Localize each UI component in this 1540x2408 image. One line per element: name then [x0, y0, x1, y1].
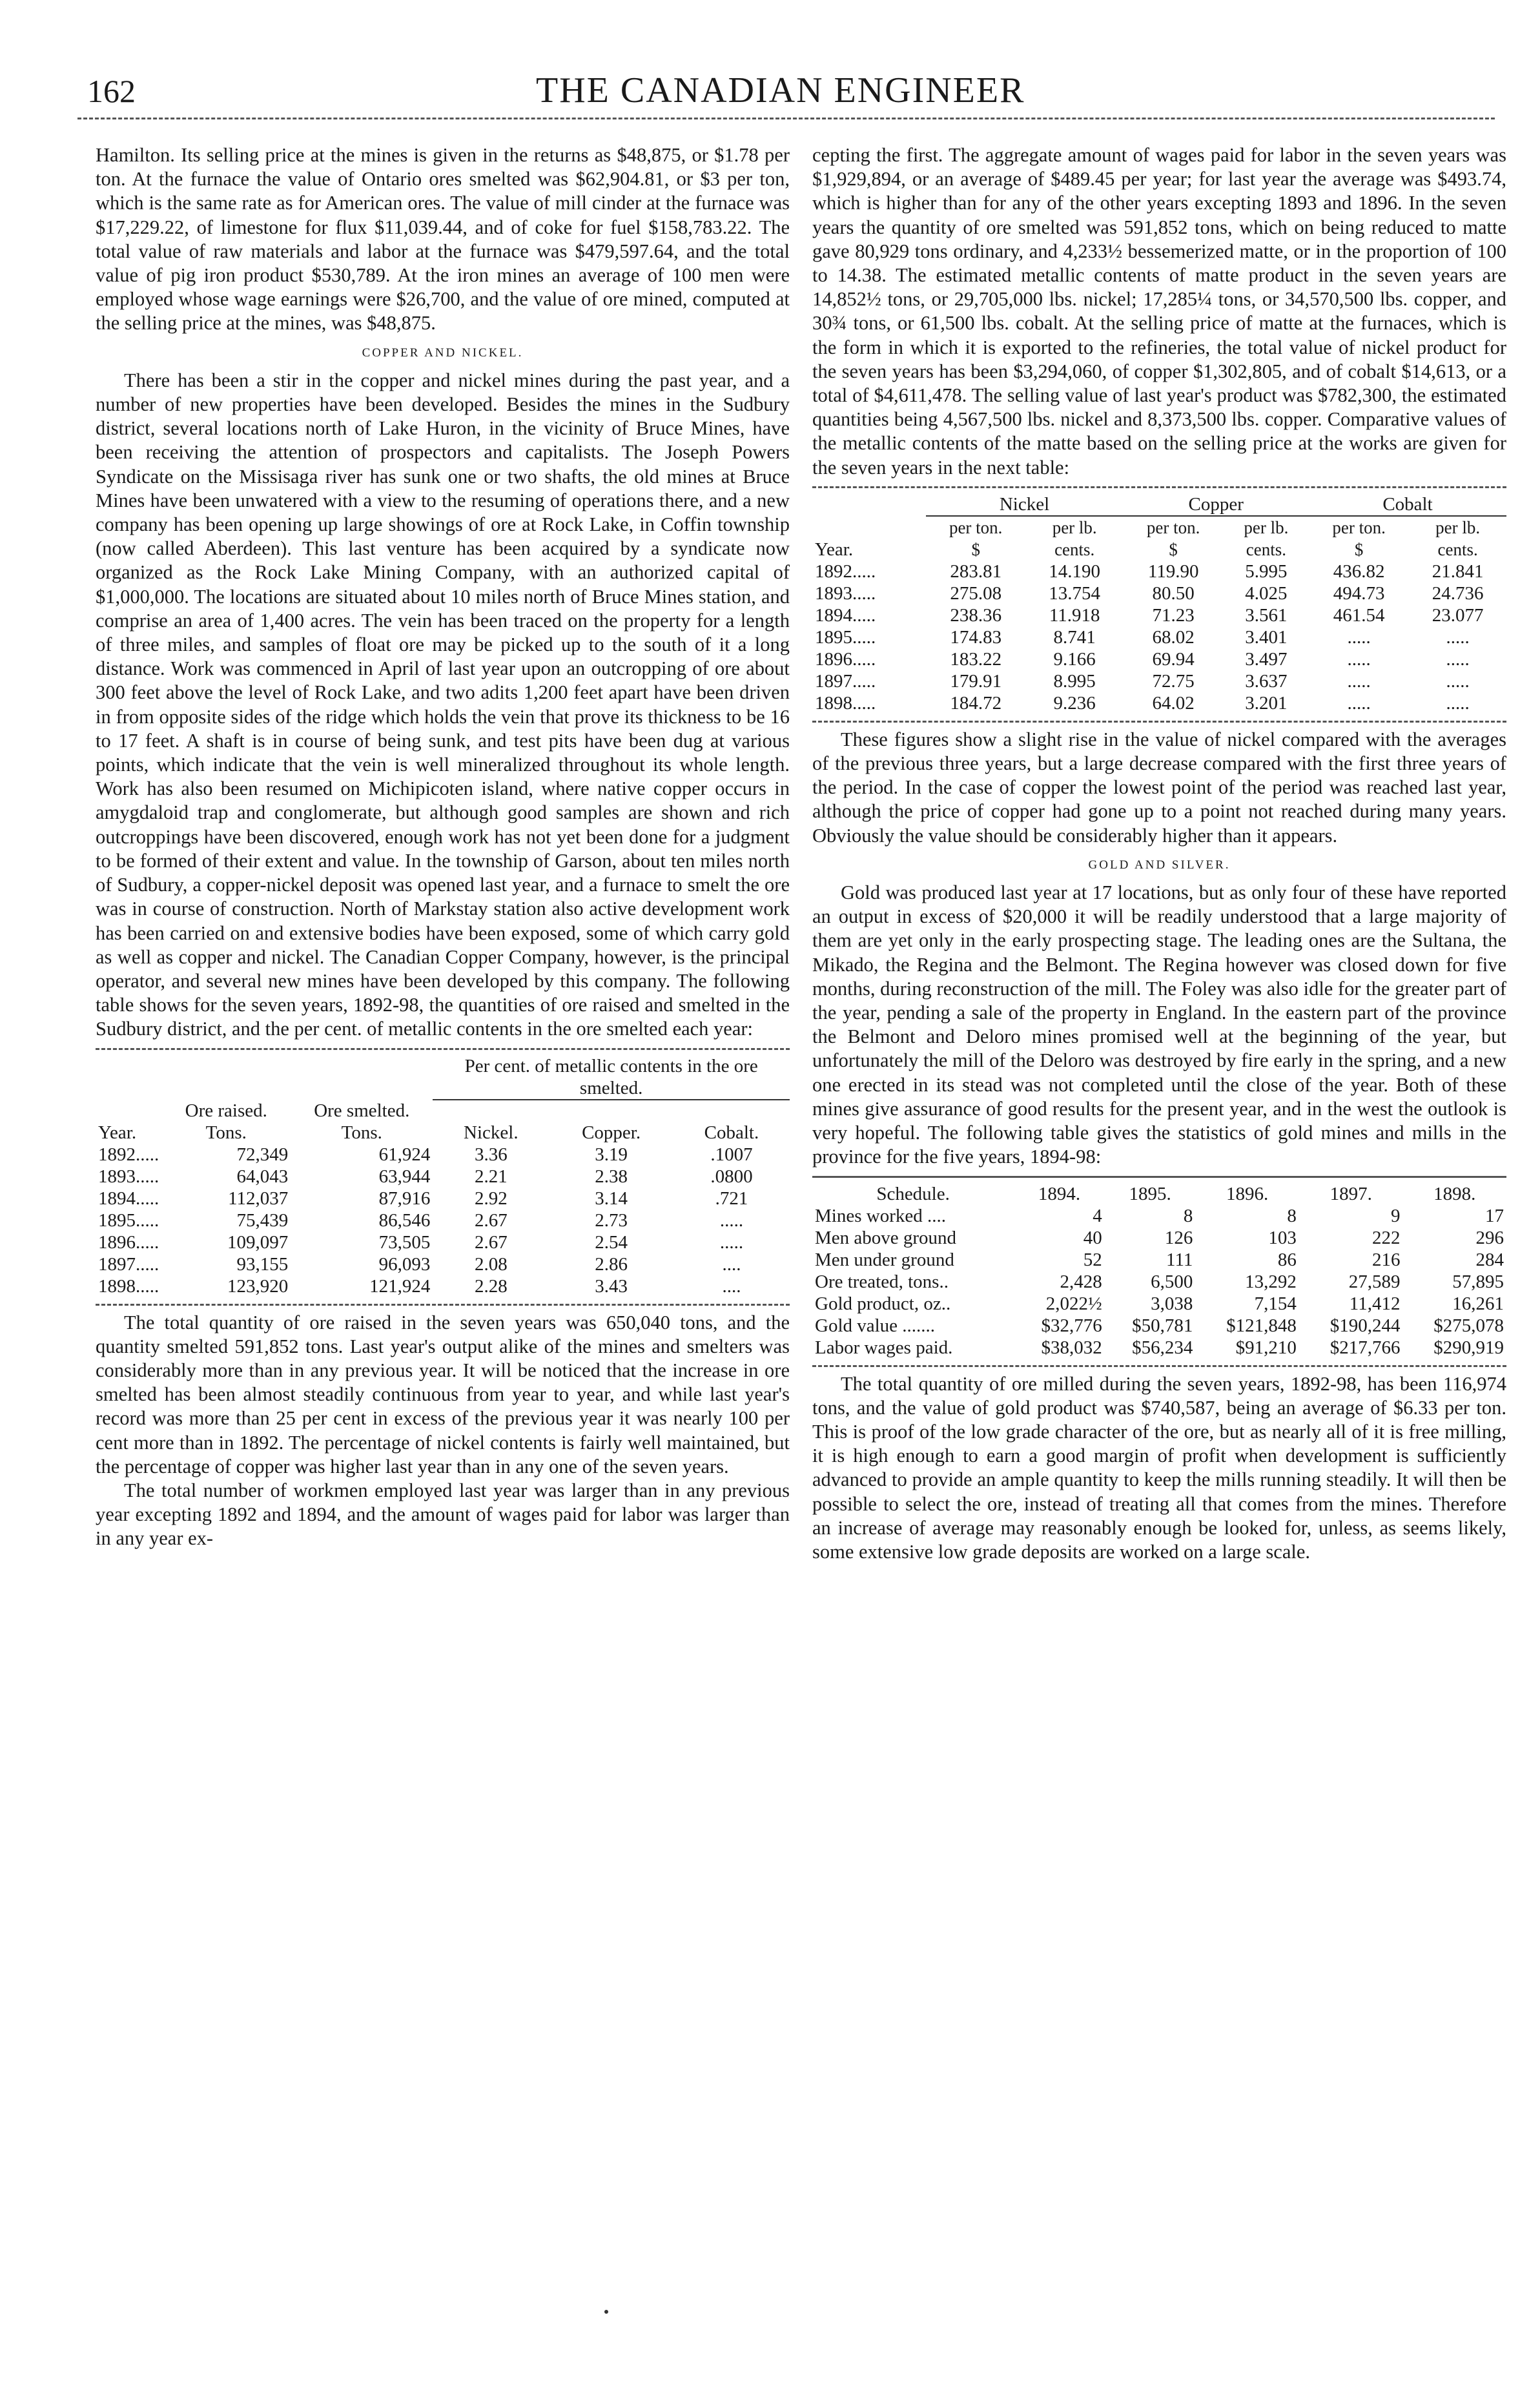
ore-table-cell: 86,546 [378, 1209, 431, 1231]
gold-table-cell: 57,895 [1452, 1271, 1504, 1292]
ore-table-cell: 2.67 [474, 1209, 508, 1231]
price-table-cell: 461.54 [1333, 604, 1385, 626]
gold-table-cell: $217,766 [1330, 1337, 1401, 1358]
gold-table-header: 1895. [1129, 1183, 1171, 1204]
gold-table-cell: 216 [1371, 1249, 1401, 1270]
ore-table-smelted-header: Ore smelted. Tons. [314, 1100, 410, 1143]
price-table-cell: 184.72 [950, 692, 1002, 714]
ore-table-cell: 2.73 [595, 1209, 628, 1231]
price-table-cell: 1895..... [815, 626, 876, 648]
ore-table-percent-header: Per cent. of metallic contents in the ore smelted. [433, 1055, 790, 1100]
price-table-cell: 3.401 [1245, 626, 1288, 648]
gold-table-cell: 11,412 [1349, 1293, 1401, 1314]
ore-table-cell: 1892..... [98, 1144, 159, 1165]
gold-table-header: 1897. [1330, 1183, 1372, 1204]
price-table-cell: 9.236 [1053, 692, 1096, 714]
gold-table-cell: 111 [1166, 1249, 1193, 1270]
gold-table-cell: 6,500 [1151, 1271, 1193, 1292]
table-rule-bottom [812, 1365, 1506, 1367]
price-table-perlb-header: per lb. [1435, 517, 1481, 537]
price-table-cell: ..... [1446, 692, 1470, 714]
price-table-cell: 3.637 [1245, 670, 1288, 692]
gold-table-cell: 17 [1485, 1205, 1504, 1226]
gold-table-cell: $290,919 [1433, 1337, 1504, 1358]
table-row [812, 1249, 1506, 1271]
price-table-cell: 183.22 [950, 648, 1002, 670]
page-number: 162 [87, 73, 136, 109]
table-row [96, 1209, 790, 1231]
table-row [812, 1293, 1506, 1315]
ore-table-cell: 2.67 [474, 1231, 508, 1253]
ore-table-cell: .0800 [710, 1166, 753, 1187]
price-table-cell: 119.90 [1147, 561, 1199, 582]
price-table-cell: 3.561 [1245, 604, 1288, 626]
gold-table-header: 1896. [1226, 1183, 1269, 1204]
ore-table-cell: 2.92 [474, 1188, 508, 1209]
ore-table-cell: 2.28 [474, 1275, 508, 1297]
gold-table-cell: 103 [1268, 1227, 1297, 1248]
price-table-cell: 3.201 [1245, 692, 1288, 714]
table-row [96, 1275, 790, 1297]
price-table-cell: ..... [1347, 670, 1371, 692]
ore-table-cell: 73,505 [378, 1231, 431, 1253]
ore-table-raised-header: Ore raised. Tons. [185, 1100, 267, 1143]
price-table-cell: 64.02 [1152, 692, 1195, 714]
price-table-cell: ..... [1347, 648, 1371, 670]
ore-table-nickel-header: Nickel. [464, 1122, 518, 1143]
price-table-cell: 14.190 [1049, 561, 1101, 582]
price-table-cell: 24.736 [1432, 582, 1484, 604]
gold-table [812, 1183, 1506, 1359]
price-table-nickel-header: Nickel [926, 493, 1124, 516]
price-table-cell: 71.23 [1152, 604, 1195, 626]
gold-table-cell: 16,261 [1452, 1293, 1504, 1314]
price-table-perton-header: per ton. [949, 517, 1003, 537]
table-row [812, 692, 1506, 714]
table-row [812, 1227, 1506, 1249]
gold-table-cell: 2,428 [1060, 1271, 1102, 1292]
table-rule-bottom [812, 721, 1506, 723]
page-dot [604, 2310, 608, 2314]
ore-table-cell: 109,097 [227, 1231, 289, 1253]
table-row [812, 582, 1506, 604]
ore-table-cell: 72,349 [236, 1144, 289, 1165]
price-table-dollar-unit: $ [971, 539, 980, 559]
price-table-cell: ..... [1446, 648, 1470, 670]
price-table-cents-unit: cents. [1054, 539, 1095, 559]
price-table-cell: 13.754 [1049, 582, 1101, 604]
gold-table-cell: Men above ground [815, 1227, 957, 1248]
left-column [96, 143, 790, 1551]
paragraph-workmen: The total number of workmen employed last year was larger than in any previous year excepting 1892 and 1894, and the amount of wages paid for labor was larger than in any year ex- [96, 1479, 790, 1550]
gold-table-cell: Gold value ....... [815, 1315, 936, 1336]
gold-table-cell: $50,781 [1132, 1315, 1193, 1336]
gold-table-cell: 52 [1083, 1249, 1102, 1270]
header-rule [77, 118, 1495, 119]
gold-table-cell: 4 [1093, 1205, 1102, 1226]
gold-table-cell: 13,292 [1245, 1271, 1297, 1292]
gold-table-cell: 8 [1183, 1205, 1193, 1226]
table-row [96, 1253, 790, 1275]
ore-table-cell: 1894..... [98, 1188, 159, 1209]
ore-table-cell: .... [722, 1253, 741, 1275]
table-row [812, 670, 1506, 692]
ore-table-cobalt-header: Cobalt. [704, 1122, 759, 1143]
paragraph-ore-totals: The total quantity of ore raised in the seven years was 650,040 tons, and the quantity smelted 591,852 tons. Last year's output alike of the mines and smelters was considerably more than in any previous year. It will be noticed that the increase in ore smelted has been almost steadily continuous from year to year, and while last year's record was more than 25 per cent in excess of the previous year it was nearly 100 per cent more than in 1892. The percentage of nickel contents is fairly well maintained, but the percentage of copper was higher last year than in any one of the seven years. [96, 1311, 790, 1477]
table-row [812, 1337, 1506, 1359]
ore-table-cell: .1007 [710, 1144, 753, 1165]
gold-table-cell: 7,154 [1254, 1293, 1297, 1314]
price-table-cell: 3.497 [1245, 648, 1288, 670]
price-table-cell: 1898..... [815, 692, 876, 714]
gold-table-cell: Men under ground [815, 1249, 954, 1270]
gold-table-cell: $38,032 [1041, 1337, 1102, 1358]
gold-table-cell: 9 [1390, 1205, 1401, 1226]
price-table-cell: ..... [1347, 692, 1371, 714]
price-table-cell: 174.83 [950, 626, 1002, 648]
ore-table-cell: 3.36 [474, 1144, 508, 1165]
ore-table-cell: 1898..... [98, 1275, 159, 1297]
price-table-cell: 1893..... [815, 582, 876, 604]
gold-table-cell: Gold product, oz.. [815, 1293, 951, 1314]
price-table-perton-header: per ton. [1146, 517, 1200, 537]
price-table-cell: 1897..... [815, 670, 876, 692]
ore-table-cell: 2.86 [595, 1253, 628, 1275]
ore-table-cell: .... [722, 1275, 741, 1297]
ore-table-cell: 1895..... [98, 1209, 159, 1231]
gold-table-cell: 3,038 [1151, 1293, 1193, 1314]
price-table-dollar-unit: $ [1169, 539, 1178, 559]
price-table-cell: 436.82 [1333, 561, 1385, 582]
gold-table-header: 1898. [1433, 1183, 1476, 1204]
table-row [812, 648, 1506, 670]
table-row [812, 561, 1506, 582]
gold-table-header: 1894. [1038, 1183, 1081, 1204]
paragraph-ore-milled: The total quantity of ore milled during the seven years, 1892-98, has been 116,974 tons, and the value of gold product was $740,587, being an average of $6.33 per ton. This is proof of the low grade character of the ore, but as nearly all of it is free milling, it is high enough to earn a good margin of profit when development is sufficiently advanced to provide an ample quantity to keep the mills running steadily. It will then be possible to select the ore, instead of treating all that comes from the mines. Therefore an increase of average may reasonably enough be looked for, unless, as seems likely, some extensive low grade deposits are worked on a large scale. [812, 1372, 1506, 1563]
ore-table-cell: 112,037 [228, 1188, 289, 1209]
table-row [96, 1144, 790, 1166]
ore-table-cell: 2.54 [595, 1231, 628, 1253]
ore-table-cell: ..... [719, 1231, 744, 1253]
price-table-cell: 238.36 [950, 604, 1002, 626]
price-table-cell: 23.077 [1432, 604, 1484, 626]
ore-table-cell: ..... [719, 1209, 744, 1231]
ore-table-cell: 1897..... [98, 1253, 159, 1275]
gold-table-cell: $56,234 [1132, 1337, 1193, 1358]
price-table-cell: 11.918 [1049, 604, 1100, 626]
paragraph-copper-nickel: There has been a stir in the copper and nickel mines during the past year, and a number of new properties have been developed. Besides the mines in the Sudbury district, several locations north of Lake Huron, in the vicinity of Bruce Mines, have been receiving the attention of prospectors and capitalists. The Joseph Powers Syndicate on the Missisaga river has sunk one or two shafts, the old mines at Bruce Mines have been unwatered with a view to the resuming of operations there, and a new company has been opening up large showings of ore at Rock Lake, in Coffin township (now called Aberdeen). This last venture has been acquired by a syndicate now organized as the Rock Lake Mining Company, with an authorized capital of $1,000,000. The locations are situated about 10 miles north of Bruce Mines station, and comprise an area of 1,400 acres. The vein has been traced on the property for a length of three miles, and samples of float ore may be picked up to the south of it a long distance. Work was commenced in April of last year upon an outcropping of ore about 300 feet above the level of Rock Lake, and two adits 1,200 feet apart have been driven in from opposite sides of the ridge which holds the vein that prove its thickness to be 16 to 17 feet. A shaft is in course of being sunk, and test pits have been dug at various points, which indicate that the vein is well mineralized throughout its whole length. Work has also been resumed on Michipicoten island, where native copper occurs in amygdaloid trap and conglomerate, but although good samples are shown and rich outcroppings have been discovered, enough work has not yet been done for a judgment to be formed of their extent and value. In the township of Garson, about ten miles north of Sudbury, a copper-nickel deposit was opened last year, and a furnace to smelt the ore was in course of construction. North of Markstay station also active development work has been carried on and extensive bodies have been exposed, some of which carry gold as well as copper and nickel. The Canadian Copper Company, however, is the principal operator, and several new mines have been developed by this company. The following table shows for the seven years, 1892-98, the quantities of ore raised and smelted in the Sudbury district, and the per cent. of metallic contents in the ore smelted each year: [96, 369, 790, 1040]
gold-table-cell: 126 [1164, 1227, 1193, 1248]
section-heading-copper-nickel: COPPER AND NICKEL. [362, 345, 524, 360]
table-rule-top [812, 1176, 1506, 1178]
price-table-cobalt-header: Cobalt [1309, 493, 1506, 516]
gold-table-header: Schedule. [876, 1183, 950, 1204]
gold-table-cell: 40 [1083, 1227, 1102, 1248]
price-table-perton-header: per ton. [1332, 517, 1386, 537]
section-heading-gold-silver: GOLD AND SILVER. [1088, 858, 1231, 872]
price-table-dollar-unit: $ [1354, 539, 1364, 559]
price-table-cell: 179.91 [950, 670, 1002, 692]
ore-table-cell: 123,920 [227, 1275, 289, 1297]
gold-table-cell: $121,848 [1226, 1315, 1297, 1336]
gold-table-cell: 86 [1277, 1249, 1297, 1270]
ore-table-cell: 96,093 [378, 1253, 431, 1275]
gold-table-cell: 27,589 [1348, 1271, 1401, 1292]
ore-table-cell: 2.38 [595, 1166, 628, 1187]
ore-table-cell: 87,916 [378, 1188, 431, 1209]
ore-table-cell: .721 [715, 1188, 748, 1209]
gold-table-cell: $32,776 [1041, 1315, 1102, 1336]
table-row [812, 1271, 1506, 1293]
price-table-cents-unit: cents. [1437, 539, 1478, 559]
gold-table-cell: 284 [1475, 1249, 1504, 1270]
paragraph-figures: These figures show a slight rise in the value of nickel compared with the averages of the previous three years, but a large decrease compared with the first three years of the period. In the case of copper the lowest point of the period was reached last year, although the price of copper had gone up to a point not reached during many years. Obviously the value should be considerably higher than it appears. [812, 728, 1506, 847]
ore-table-year-header: Year. [98, 1122, 137, 1143]
gold-table-cell: Mines worked .... [815, 1205, 946, 1226]
price-table [812, 493, 1506, 714]
ore-table-cell: 121,924 [369, 1275, 431, 1297]
ore-table-cell: 64,043 [236, 1166, 289, 1187]
gold-table-cell: 8 [1287, 1205, 1297, 1226]
ore-table-cell: 1896..... [98, 1231, 159, 1253]
price-table-cell: 275.08 [950, 582, 1002, 604]
price-table-cell: 80.50 [1152, 582, 1195, 604]
running-head: THE CANADIAN ENGINEER [536, 70, 1025, 110]
gold-table-cell: 2,022½ [1045, 1293, 1102, 1314]
price-table-cell: 69.94 [1152, 648, 1195, 670]
ore-table-copper-header: Copper. [582, 1122, 641, 1143]
table-row [812, 626, 1506, 648]
price-table-perlb-header: per lb. [1244, 517, 1289, 537]
price-table-cell: 4.025 [1245, 582, 1288, 604]
table-row [812, 604, 1506, 626]
price-table-cell: 1896..... [815, 648, 876, 670]
ore-table [96, 1055, 790, 1297]
paragraph-gold: Gold was produced last year at 17 locations, but as only four of these have reported an output in excess of $20,000 it will be readily understood that a large majority of them are yet only in the early prospecting stage. The leading ones are the Sultana, the Mikado, the Regina and the Belmont. The Regina however was closed down for five months, during reconstruction of the mill. The Foley was also idle for the greater part of the year, pending a sale of the property in England. In the eastern part of the province the Belmont and Deloro mines promised well at the beginning of the year, but unfortunately the mill of the Deloro was destroyed by fire early in the spring, and a new one erected in its stead was not completed until the close of the year. Both of these mines give assurance of good results for the present year, and in the west the outlook is very hopeful. The following table gives the statistics of gold mines and mills in the province for the five years, 1894-98: [812, 881, 1506, 1168]
price-table-cell: 1892..... [815, 561, 876, 582]
ore-table-cell: 1893..... [98, 1166, 159, 1187]
price-table-cell: 8.741 [1053, 626, 1096, 648]
price-table-cell: 9.166 [1053, 648, 1096, 670]
price-table-cents-unit: cents. [1246, 539, 1287, 559]
table-row [812, 1205, 1506, 1227]
price-table-cell: 1894..... [815, 604, 876, 626]
gold-table-cell: Labor wages paid. [815, 1337, 953, 1358]
gold-table-cell: 296 [1475, 1227, 1504, 1248]
price-table-cell: 8.995 [1053, 670, 1096, 692]
price-table-cell: 5.995 [1245, 561, 1288, 582]
gold-table-cell: $190,244 [1330, 1315, 1401, 1336]
price-table-cell: ..... [1446, 670, 1470, 692]
table-rule-top [812, 486, 1506, 488]
table-row [812, 1315, 1506, 1337]
gold-table-cell: 222 [1371, 1227, 1401, 1248]
ore-table-cell: 61,924 [378, 1144, 431, 1165]
price-table-year-header: Year. [815, 539, 854, 560]
paragraph-iron-values: Hamilton. Its selling price at the mines is given in the returns as $48,875, or $1.78 per ton. At the furnace the value of Ontario ores smelted was $62,904.81, or $3 per ton, which is the same rate as for American ores. The value of mill cinder at the furnace was $17,229.22, of limestone for flux $11,039.44, and of coke for fuel $158,783.22. The total value of raw materials and labor at the furnace was $479,597.64, and the total value of pig iron product $530,789. At the iron mines an average of 100 men were employed whose wage earnings were $26,700, and the value of ore mined, computed at the selling price at the mines, was $48,875. [96, 144, 790, 334]
ore-table-cell: 3.14 [595, 1188, 628, 1209]
ore-table-cell: 75,439 [236, 1209, 289, 1231]
paragraph-wages: cepting the first. The aggregate amount of wages paid for labor in the seven years was $1,929,894, or an average of $489.45 per year; for last year the average was $493.74, which is higher than for any of the other years excepting 1893 and 1896. In the seven years the quantity of ore smelted was 591,852 tons, which on being reduced to matte gave 80,929 tons ordinary, and 4,233½ bessemerized matte, or in the proportion of 100 to 14.38. The estimated metallic contents of matte product in the seven years are 14,852½ tons, or 29,705,000 lbs. nickel; 17,285¼ tons, or 34,570,500 lbs. copper, and 30¾ tons, or 61,500 lbs. cobalt. At the selling price of matte at the furnaces, which is the form in which it is exported to the refineries, the total value of nickel product for the seven years has been $3,294,060, of copper $1,302,805, and of cobalt $14,613, or a total of $4,611,478. The selling value of last year's product was $782,300, the estimated quantities being 4,567,500 lbs. nickel and 8,373,500 lbs. copper. Comparative values of the metallic contents of the matte based on the selling price at the works are given for the seven years in the next table: [812, 144, 1506, 479]
ore-table-cell: 63,944 [378, 1166, 431, 1187]
price-table-cell: 68.02 [1152, 626, 1195, 648]
price-table-cell: 21.841 [1432, 561, 1484, 582]
price-table-cell: 283.81 [950, 561, 1002, 582]
price-table-cell: ..... [1446, 626, 1470, 648]
ore-table-cell: 3.19 [595, 1144, 628, 1165]
table-row [96, 1188, 790, 1209]
table-rule-bottom [96, 1304, 790, 1306]
price-table-cell: 72.75 [1152, 670, 1195, 692]
ore-table-cell: 93,155 [236, 1253, 289, 1275]
right-column [812, 143, 1506, 1564]
price-table-perlb-header: per lb. [1052, 517, 1097, 537]
gold-table-cell: $275,078 [1433, 1315, 1504, 1336]
price-table-copper-header: Copper [1124, 493, 1309, 516]
gold-table-cell: Ore treated, tons.. [815, 1271, 949, 1292]
price-table-cell: ..... [1347, 626, 1371, 648]
gold-table-cell: $91,210 [1235, 1337, 1297, 1358]
ore-table-cell: 2.21 [474, 1166, 508, 1187]
table-rule-top [96, 1048, 790, 1050]
ore-table-cell: 3.43 [595, 1275, 628, 1297]
ore-table-cell: 2.08 [474, 1253, 508, 1275]
price-table-cell: 494.73 [1333, 582, 1385, 604]
table-row [96, 1166, 790, 1188]
table-row [96, 1231, 790, 1253]
